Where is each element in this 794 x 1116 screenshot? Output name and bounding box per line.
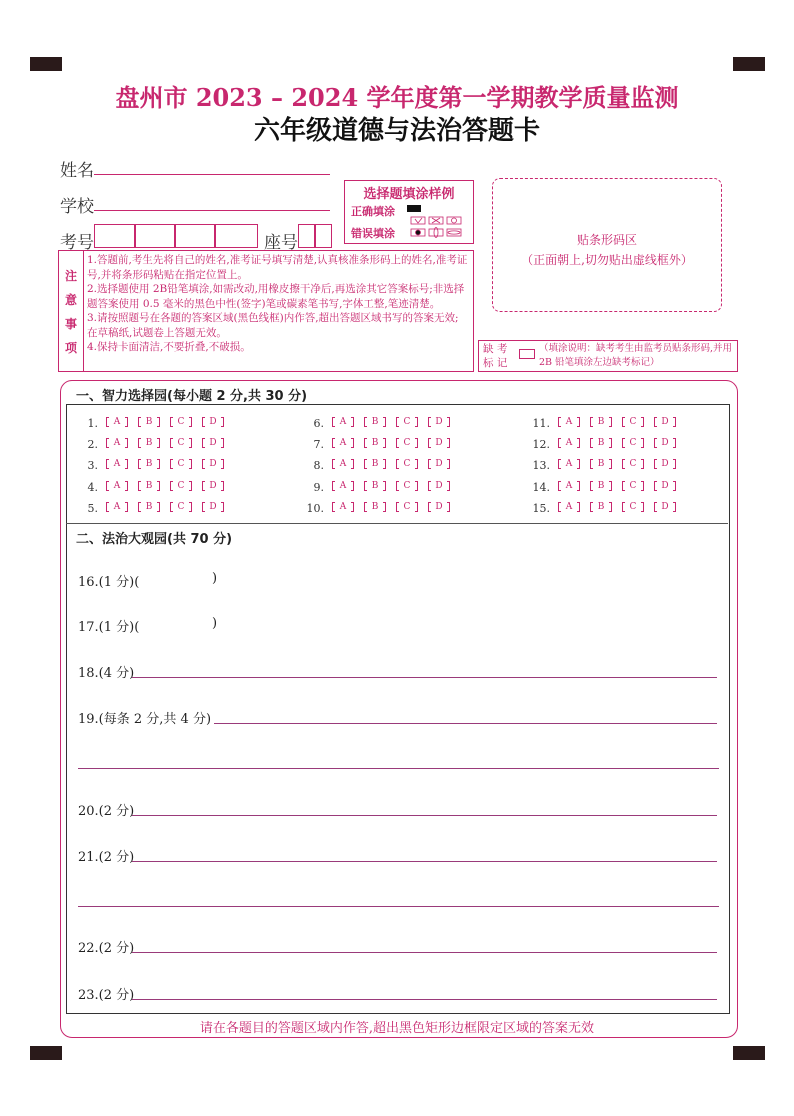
mc-question-number: 5. — [87, 502, 98, 515]
barcode-area — [492, 178, 722, 312]
mc-option-c[interactable]: C — [170, 438, 192, 448]
question-21-answer-line[interactable] — [132, 861, 717, 862]
mc-question-number: 1. — [87, 417, 98, 430]
mc-option-d[interactable]: D — [202, 438, 224, 448]
mc-option-c[interactable]: C — [622, 438, 644, 448]
mc-question-number: 7. — [313, 438, 324, 451]
exam-number-label: 考号 — [60, 233, 94, 253]
mc-option-c[interactable]: C — [396, 459, 418, 469]
mc-option-c[interactable]: C — [170, 459, 192, 469]
mc-option-b[interactable]: B — [364, 459, 386, 469]
mc-option-c[interactable]: C — [396, 502, 418, 512]
mc-option-a[interactable]: A — [332, 459, 354, 469]
mc-question-number: 10. — [306, 502, 324, 515]
barcode-title: 贴条形码区 — [576, 233, 637, 247]
notice-heading-char: 注 — [64, 269, 77, 283]
mc-option-a[interactable]: A — [558, 502, 580, 512]
question-19-answer-line[interactable] — [214, 723, 717, 724]
exam-title: 盘州市 2023 – 2024 学年度第一学期教学质量监测 — [115, 83, 679, 112]
mc-option-a[interactable]: A — [558, 438, 580, 448]
mc-option-d[interactable]: D — [654, 417, 676, 427]
mc-option-d[interactable]: D — [654, 459, 676, 469]
mc-option-c[interactable]: C — [396, 438, 418, 448]
mc-option-b[interactable]: B — [138, 417, 160, 427]
mc-option-d[interactable]: D — [428, 502, 450, 512]
mc-option-d[interactable]: D — [202, 502, 224, 512]
mc-option-c[interactable]: C — [396, 481, 418, 491]
mc-option-b[interactable]: B — [138, 459, 160, 469]
mc-option-b[interactable]: B — [138, 438, 160, 448]
mc-option-c[interactable]: C — [622, 502, 644, 512]
mc-option-b[interactable]: B — [590, 459, 612, 469]
mc-option-a[interactable]: A — [332, 502, 354, 512]
notice-box — [58, 250, 474, 372]
mc-option-a[interactable]: A — [106, 502, 128, 512]
question-20-answer-line[interactable] — [132, 815, 717, 816]
exam-number-cell[interactable] — [94, 224, 136, 248]
mc-option-a[interactable]: A — [106, 459, 128, 469]
mc-option-a[interactable]: A — [106, 481, 128, 491]
mc-option-b[interactable]: B — [364, 481, 386, 491]
mc-question-number: 2. — [87, 438, 98, 451]
mc-option-b[interactable]: B — [138, 502, 160, 512]
question-16-close: ) — [212, 571, 218, 586]
exam-number-cell[interactable] — [134, 224, 176, 248]
mc-option-c[interactable]: C — [396, 417, 418, 427]
mc-option-c[interactable]: C — [622, 459, 644, 469]
question-19-label: 19.(每条 2 分,共 4 分) — [78, 712, 212, 727]
mc-option-d[interactable]: D — [428, 481, 450, 491]
question-17-label: 17.(1 分)( — [78, 620, 140, 635]
mc-question-number: 11. — [532, 417, 550, 430]
question-18-label: 18.(4 分) — [78, 666, 135, 681]
registration-mark-bottom-right — [733, 1046, 765, 1060]
notice-heading — [59, 251, 84, 371]
notice-item: 1.答题前,考生先将自己的姓名,准考证号填写清楚,认真核准条形码上的姓名,准考证号,并将条形码粘贴在指定位置上。 — [87, 254, 468, 281]
mc-question-number: 8. — [313, 459, 324, 472]
mc-option-d[interactable]: D — [428, 459, 450, 469]
mc-option-b[interactable]: B — [364, 417, 386, 427]
notice-item: 2.选择题使用 2B铅笔填涂,如需改动,用橡皮擦干净后,再选涂其它答案标号;非选择题答案使用 0.5 毫米的黑色中性(签字)笔或碳素笔书写,字体工整,笔迹清楚。 — [87, 283, 465, 310]
mc-option-a[interactable]: A — [332, 438, 354, 448]
mc-option-b[interactable]: B — [364, 438, 386, 448]
question-20-label: 20.(2 分) — [78, 804, 135, 819]
barcode-note: （正面朝上,切勿贴出虚线框外） — [521, 253, 693, 267]
absent-checkbox[interactable] — [519, 349, 535, 359]
absent-note: （填涂说明：缺考考生由监考员贴条形码,并用 2B 铅笔填涂左边缺考标记） — [539, 343, 733, 368]
question-16-label: 16.(1 分)( — [78, 575, 140, 590]
question-21-label: 21.(2 分) — [78, 850, 135, 865]
question-18-answer-line[interactable] — [132, 677, 717, 678]
mc-option-c[interactable]: C — [170, 481, 192, 491]
section1-title: 一、智力选择园(每小题 2 分,共 30 分) — [76, 389, 308, 404]
mc-option-d[interactable]: D — [202, 459, 224, 469]
question-23-label: 23.(2 分) — [78, 988, 135, 1003]
name-field[interactable] — [94, 174, 330, 175]
mc-option-b[interactable]: B — [364, 502, 386, 512]
footer-note: 请在各题目的答题区域内作答,超出黑色矩形边框限定区域的答案无效 — [199, 1021, 595, 1036]
wrong-fill-marks — [409, 216, 471, 240]
exam-number-cells[interactable] — [94, 224, 258, 248]
mc-question-number: 14. — [532, 481, 550, 494]
correct-fill-mark — [407, 205, 421, 212]
mc-question-number: 6. — [313, 417, 324, 430]
mc-option-c[interactable]: C — [622, 481, 644, 491]
mc-option-d[interactable]: D — [428, 417, 450, 427]
mc-option-a[interactable]: A — [332, 417, 354, 427]
school-label: 学校 — [60, 197, 94, 217]
mc-option-a[interactable]: A — [558, 481, 580, 491]
question-17-close: ) — [212, 616, 218, 631]
mc-option-a[interactable]: A — [558, 459, 580, 469]
mc-option-b[interactable]: B — [590, 438, 612, 448]
notice-heading-char: 项 — [64, 341, 77, 355]
mc-option-c[interactable]: C — [170, 417, 192, 427]
exam-number-cell[interactable] — [174, 224, 216, 248]
name-label: 姓名 — [60, 161, 94, 181]
seat-label: 座号 — [264, 233, 298, 253]
mc-option-a[interactable]: A — [106, 438, 128, 448]
mc-option-c[interactable]: C — [170, 502, 192, 512]
absent-label: 缺 考 标 记 — [483, 343, 508, 369]
mc-option-a[interactable]: A — [558, 417, 580, 427]
absent-mark-box — [478, 340, 738, 372]
notice-heading-char: 事 — [64, 317, 77, 331]
registration-mark-bottom-left — [30, 1046, 62, 1060]
mc-option-a[interactable]: A — [106, 417, 128, 427]
question-23-answer-line[interactable] — [132, 999, 717, 1000]
mc-question-number: 3. — [87, 459, 98, 472]
question-21-answer-line[interactable] — [78, 906, 719, 907]
notice-list — [87, 253, 469, 355]
mc-option-d[interactable]: D — [428, 438, 450, 448]
question-22-answer-line[interactable] — [132, 952, 717, 953]
mc-option-d[interactable]: D — [202, 481, 224, 491]
notice-item: 4.保持卡面清洁,不要折叠,不破损。 — [87, 341, 251, 353]
mc-option-b[interactable]: B — [590, 481, 612, 491]
mc-option-c[interactable]: C — [622, 417, 644, 427]
mc-question-number: 15. — [532, 502, 550, 515]
mc-option-b[interactable]: B — [138, 481, 160, 491]
mc-option-d[interactable]: D — [202, 417, 224, 427]
mc-question-number: 13. — [532, 459, 550, 472]
mc-option-a[interactable]: A — [332, 481, 354, 491]
exam-number-cell[interactable] — [214, 224, 258, 248]
seat-cell[interactable] — [314, 224, 332, 248]
school-field[interactable] — [94, 210, 330, 211]
answer-sheet-title: 六年级道德与法治答题卡 — [253, 116, 540, 146]
mc-option-b[interactable]: B — [590, 502, 612, 512]
mc-option-b[interactable]: B — [590, 417, 612, 427]
notice-heading-char: 意 — [64, 293, 77, 307]
mc-option-d[interactable]: D — [654, 502, 676, 512]
notice-item: 3.请按照题号在各题的答案区域(黑色线框)内作答,超出答题区域书写的答案无效;在草稿纸,试题卷上答题无效。 — [87, 312, 459, 339]
mc-question-number: 4. — [87, 481, 98, 494]
mc-option-d[interactable]: D — [654, 438, 676, 448]
correct-fill-label: 正确填涂 — [351, 205, 395, 218]
mc-option-d[interactable]: D — [654, 481, 676, 491]
fill-sample-box — [344, 180, 474, 244]
section-divider — [66, 523, 728, 524]
section2-title: 二、法治大观园(共 70 分) — [76, 532, 233, 547]
question-19-answer-line[interactable] — [78, 768, 719, 769]
mc-question-number: 12. — [532, 438, 550, 451]
wrong-fill-label: 错误填涂 — [351, 227, 395, 240]
mc-question-number: 9. — [313, 481, 324, 494]
fill-sample-title: 选择题填涂样例 — [363, 187, 455, 202]
registration-mark-top-right — [733, 57, 765, 71]
registration-mark-top-left — [30, 57, 62, 71]
question-22-label: 22.(2 分) — [78, 941, 135, 956]
